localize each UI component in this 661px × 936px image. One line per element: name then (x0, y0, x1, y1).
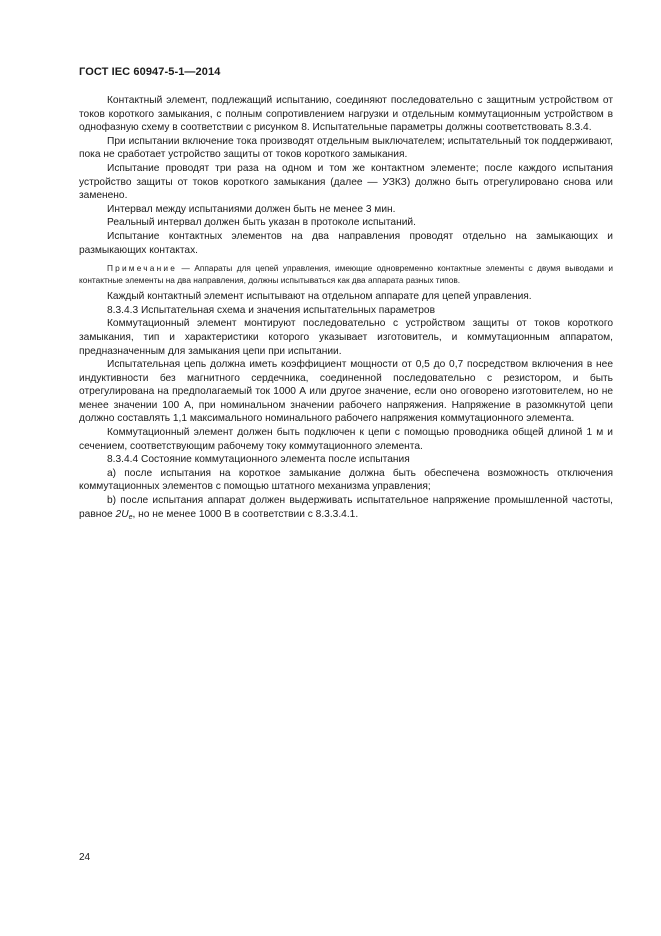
paragraph: Коммутационный элемент монтируют последовательно с устройством защиты от токов короткого замыкания, тип и характеристики которого указывает изготовитель, и коммутационным аппаратом, предназначенным для замыкания цепи при испытании. (79, 318, 613, 357)
list-item (79, 494, 613, 521)
paragraph: Интервал между испытаниями должен быть не менее 3 мин. (107, 203, 396, 215)
paragraph: Коммутационный элемент должен быть подключен к цепи с помощью проводника общей длиной 1 м и сечением, соответствующим рабочему току коммутационного элемента. (79, 427, 613, 452)
document-header: ГОСТ IEC 60947-5-1—2014 (79, 66, 221, 78)
note-label: Примечание (107, 263, 178, 274)
section-heading: 8.3.4.4 Состояние коммутационного элемента после испытания (107, 454, 410, 466)
list-item: a) после испытания на короткое замыкание должна быть обеспечена возможность отключения коммутационных элементов с помощью штатного механизма управления; (79, 467, 613, 493)
page-number: 24 (79, 852, 91, 863)
paragraph: Испытание контактных элементов на два направления проводят отдельно на замыкающих и размыкающих контактах. (79, 230, 613, 256)
list-item-text: b) после испытания аппарат должен выдерживать испытательное напряжение промышленной частоты, равное (79, 495, 613, 520)
section-heading: 8.3.4.3 Испытательная схема и значения испытательных параметров (107, 304, 436, 316)
note (79, 262, 613, 286)
paragraph: При испытании включение тока производят отдельным выключателем; испытательный ток поддерживают, пока не сработает устройство защиты от токов короткого замыкания. (79, 135, 613, 161)
note-text: — Аппараты для цепей управления, имеющие одновременно контактные элементы с двумя выводами и контактные элементы на два направления, должны испытываться как два аппарата разных типов. (79, 263, 613, 286)
paragraph: Реальный интервал должен быть указан в протоколе испытаний. (107, 217, 416, 229)
paragraph: Каждый контактный элемент испытывают на отдельном аппарате для цепей управления. (107, 291, 532, 303)
list-item-text: , но не менее 1000 В в соответствии с 8.3.3.4.1. (132, 508, 359, 520)
formula-subscript: e (128, 513, 133, 521)
paragraph: Испытание проводят три раза на одном и том же контактном элементе; после каждого испытания устройство защиты от токов короткого замыкания (далее — УЗКЗ) должно быть отрегулировано снова или заменено. (79, 162, 613, 202)
document-body (79, 94, 613, 521)
paragraph: Контактный элемент, подлежащий испытанию, соединяют последовательно с защитным устройством от токов короткого замыкания, с полным сопротивлением нагрузки и отдельным коммутационным устройством в однофазную схему в соответствии с рисунком 8. Испытательные параметры должны соответствовать 8.3.4. (79, 95, 613, 134)
formula: 2U (115, 508, 129, 520)
paragraph: Испытательная цепь должна иметь коэффициент мощности от 0,5 до 0,7 посредством включения в нее индуктивности без магнитного сердечника, соединенной последовательно с резистором, и быть отрегулирована на предполагаемый ток 1000 А или другое значение, если оно оговорено изготовителем, но не менее значении 100 А, при номинальном значении рабочего напряжения. Напряжение в разомкнутой цепи должно составлять 1,1 максимального номинального рабочего напряжения коммутационного элемента. (79, 359, 613, 425)
